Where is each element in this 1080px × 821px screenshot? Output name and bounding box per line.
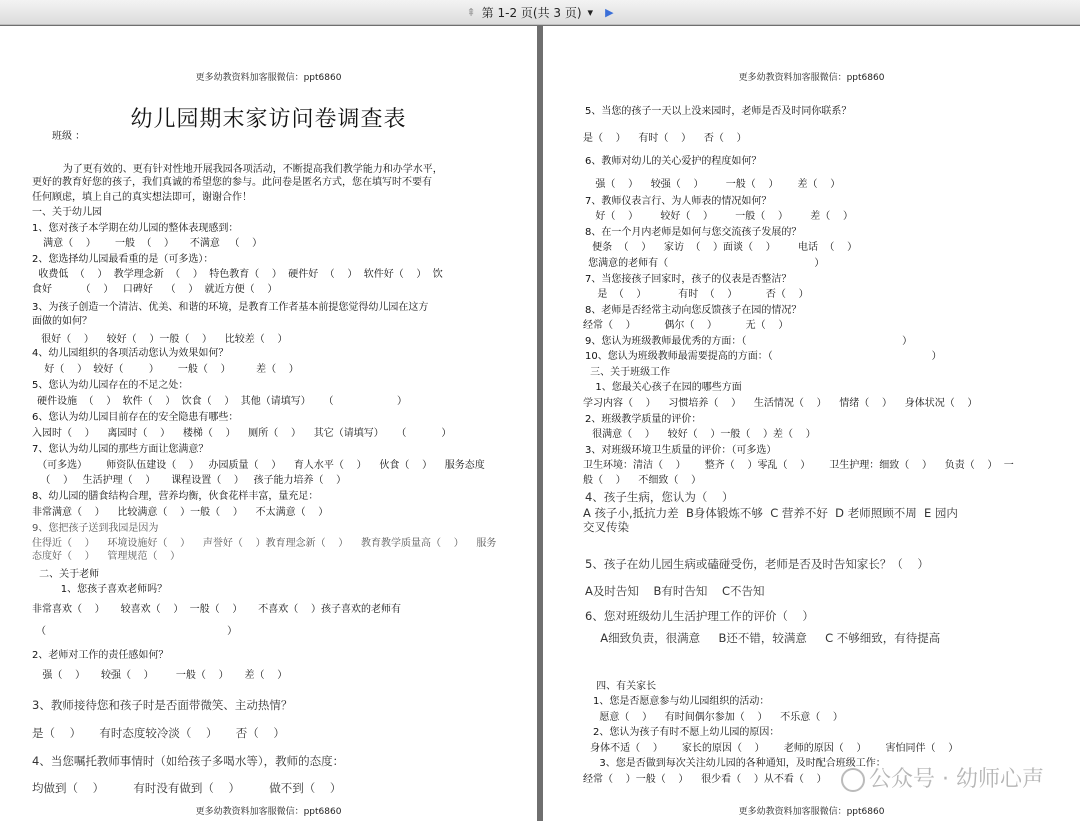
page-toolbar [0, 0, 1080, 25]
document-line: A 孩子小,抵抗力差 B身体锻炼不够 C 营养不好 D 老师照顾不周 E 园内 [583, 506, 958, 520]
document-line: 便条 （ ） 家访 （ ）面谈（ ） 电话 （ ） [589, 242, 858, 253]
document-line: 9、您认为班级教师最优秀的方面：（ ） [585, 336, 913, 347]
document-line: 8、在一个月内老师是如何与您交流孩子发展的？ [585, 227, 802, 238]
wechat-icon [841, 768, 865, 792]
document-line: 4、幼儿园组织的各项活动您认为效果如何？ [32, 348, 229, 359]
document-line: 3、为孩子创造一个清洁、优美、和谐的环境，是教育工作者基本前提您觉得幼儿园在这方 [32, 302, 429, 313]
document-line: 1、您是否愿意参与幼儿园组织的活动： [593, 696, 770, 707]
document-line: 强（ ） 较强（ ） 一般（ ） 差（ ） [36, 670, 288, 681]
document-line: 5、孩子在幼儿园生病或磕碰受伤，老师是否及时告知家长？（ ） [585, 557, 929, 571]
document-line: 住得近（ ） 环境设施好（ ） 声誉好（ ）教育理念新（ ） 教育教学质量高（ ） 服务 [32, 538, 497, 549]
page-indicator: 第 1-2 页(共 3 页) [481, 5, 582, 20]
document-line: 6、您认为幼儿园目前存在的安全隐患有哪些： [32, 412, 239, 423]
watermark [841, 762, 1044, 793]
watermark-text: 公众号 · 幼师心声 [869, 767, 1044, 792]
document-line: 三、关于班级工作 [587, 367, 671, 378]
document-line: 般（ ） 不细致（ ） [583, 475, 702, 486]
document-line: 非常喜欢（ ） 较喜欢（ ） 一般（ ） 不喜欢（ ）孩子喜欢的老师有 [32, 604, 402, 615]
document-line: 2、班级教学质量的评价： [585, 414, 702, 425]
document-line: 经常（ ）一般（ ） 很少看（ ）从不看（ ） [583, 774, 827, 785]
document-line: 二、关于老师 [36, 569, 100, 580]
document-line: 经常（ ） 偶尔（ ） 无（ ） [583, 320, 789, 331]
document-line: 卫生环境：清洁（ ） 整齐（ ）零乱（ ） 卫生护理：细致（ ） 负责（ ） 一 [583, 460, 1014, 471]
document-line: 为了更有效的、更有针对性地开展我园各项活动，不断提高我们教学能力和办学水平， [50, 164, 443, 175]
document-line: 10、您认为班级教师最需要提高的方面：（ ） [585, 351, 942, 362]
page-footer: 更多幼教资料加客服微信：ppt6860 [195, 807, 342, 817]
document-line: 硬件设施 （ ） 软件（ ） 饮食（ ） 其他（请填写） （ ） [34, 396, 408, 407]
page-dropdown-icon[interactable]: ▾ [587, 5, 594, 19]
document-line: 满意（ ） 一般 （ ） 不满意 （ ） [40, 238, 263, 249]
document-line: 5、当您的孩子一天以上没来园时，老师是否及时同你联系？ [585, 106, 852, 117]
document-line: 1、您最关心孩子在园的哪些方面 [589, 382, 742, 393]
document-line: 均做到（ ） 有时没有做到（ ） 做不到（ ） [32, 781, 342, 795]
document-line: 3、教师接待您和孩子时是否面带微笑、主动热情？ [32, 698, 293, 712]
document-line: 身体不适（ ） 家长的原因（ ） 老师的原因（ ） 害怕同伴（ ） [587, 743, 959, 754]
document-line: （ ） 生活护理（ ） 课程设置（ ） 孩子能力培养（ ） [34, 475, 347, 486]
document-line: 8、幼儿园的膳食结构合理，营养均衡，伙食花样丰富，量充足： [32, 491, 319, 502]
document-line: 4、孩子生病，您认为（ ） [585, 490, 734, 504]
document-line: 3、您是否做到每次关注幼儿园的各种通知，及时配合班级工作： [593, 758, 886, 769]
document-line: A细致负责，很满意 B还不错，较满意 C 不够细致，有待提高 [593, 631, 941, 645]
previous-page-icon[interactable]: ⇞ [466, 5, 476, 19]
document-line: 1、您对孩子本学期在幼儿园的整体表现感到： [32, 223, 239, 234]
page-header: 更多幼教资料加客服微信：ppt6860 [195, 73, 342, 83]
document-line: 6、教师对幼儿的关心爱护的程度如何？ [585, 156, 762, 167]
document-line: 非常满意（ ） 比较满意（ ）一般（ ） 不太满意（ ） [32, 507, 329, 518]
document-page-1 [0, 26, 537, 821]
document-line: 7、教师仪表言行、为人师表的情况如何？ [585, 196, 772, 207]
document-line: 好（ ） 较好（ ） 一般（ ） 差（ ） [589, 211, 853, 222]
document-line: （ ） [36, 626, 238, 637]
document-line: 是 （ ） 有时 （ ） 否（ ） [591, 289, 809, 300]
document-line: 3、对班级环境卫生质量的评价：（可多选） [585, 445, 777, 456]
document-line: 7、您认为幼儿园的那些方面让您满意？ [32, 444, 209, 455]
document-line: 强（ ） 较强（ ） 一般（ ） 差（ ） [589, 179, 841, 190]
document-line: 很好（ ） 较好（ ）一般（ ） 比较差（ ） [38, 334, 288, 345]
document-line: 6、您对班级幼儿生活护理工作的评价（ ） [585, 609, 814, 623]
document-line: 5、您认为幼儿园存在的不足之处： [32, 380, 189, 391]
document-line: 交叉传染 [583, 520, 629, 534]
document-line: 很满意（ ） 较好（ ）一般（ ）差（ ） [589, 429, 816, 440]
document-line: 您满意的老师有（ ） [585, 258, 825, 269]
document-line: 2、您认为孩子有时不愿上幼儿园的原因： [593, 727, 780, 738]
page-header: 更多幼教资料加客服微信：ppt6860 [738, 73, 885, 83]
document-line: 面做的如何？ [32, 316, 92, 327]
document-line: 食好 （ ） 口碑好 （ ） 就近方便（ ） [32, 284, 278, 295]
next-page-icon[interactable]: ▶ [605, 5, 614, 19]
document-line: 收费低 （ ） 教学理念新 （ ） 特色教育（ ） 硬件好 （ ） 软件好（ ） 饮 [32, 269, 443, 280]
document-line: 四、有关家长 [593, 681, 657, 692]
document-line: 7、当您接孩子回家时，孩子的仪表是否整洁？ [585, 274, 792, 285]
document-page-2 [543, 26, 1080, 821]
document-line: 好（ ） 较好（ ） 一般（ ） 差（ ） [38, 364, 299, 375]
document-line: 更好的教育好您的孩子，我们真诚的希望您的参与。此问卷是匿名方式，您在填写时不要有 [32, 177, 432, 188]
page-footer: 更多幼教资料加客服微信：ppt6860 [738, 807, 885, 817]
document-line: 是（ ） 有时（ ） 否（ ） [583, 133, 747, 144]
document-line: 9、您把孩子送到我园是因为 [32, 523, 159, 534]
document-line: 态度好（ ） 管理规范（ ） [32, 551, 181, 562]
document-line: 4、当您嘱托教师事情时（如给孩子多喝水等），教师的态度： [32, 754, 345, 768]
document-line: 是（ ） 有时态度较冷淡（ ） 否（ ） [32, 726, 285, 740]
document-title: 幼儿园期末家访问卷调查表 [130, 107, 407, 132]
document-line: 一、关于幼儿园 [32, 207, 102, 218]
document-line: 愿意（ ） 有时间偶尔参加（ ） 不乐意（ ） [593, 712, 843, 723]
document-line: A及时告知 B有时告知 C不告知 [585, 584, 765, 598]
document-line: 任何顾虑，填上自己的真实想法即可，谢谢合作！ [32, 192, 252, 203]
document-line: 2、您选择幼儿园最看重的是（可多选）： [32, 254, 214, 265]
document-line: 8、老师是否经常主动向您反馈孩子在园的情况？ [585, 305, 802, 316]
document-line: （可多选） 师资队伍建设（ ） 办园质量（ ） 育人水平（ ） 伙食（ ） 服务态度 [34, 460, 485, 471]
document-line: 2、老师对工作的责任感如何？ [32, 650, 169, 661]
document-line: 班级 ： [52, 131, 86, 142]
document-line: 1、您孩子喜欢老师吗？ [48, 584, 168, 595]
document-line: 入园时（ ） 离园时（ ） 楼梯（ ） 厕所（ ） 其它（请填写） （ ） [32, 428, 452, 439]
document-line: 学习内容（ ） 习惯培养（ ） 生活情况（ ） 情绪（ ） 身体状况（ ） [583, 398, 978, 409]
